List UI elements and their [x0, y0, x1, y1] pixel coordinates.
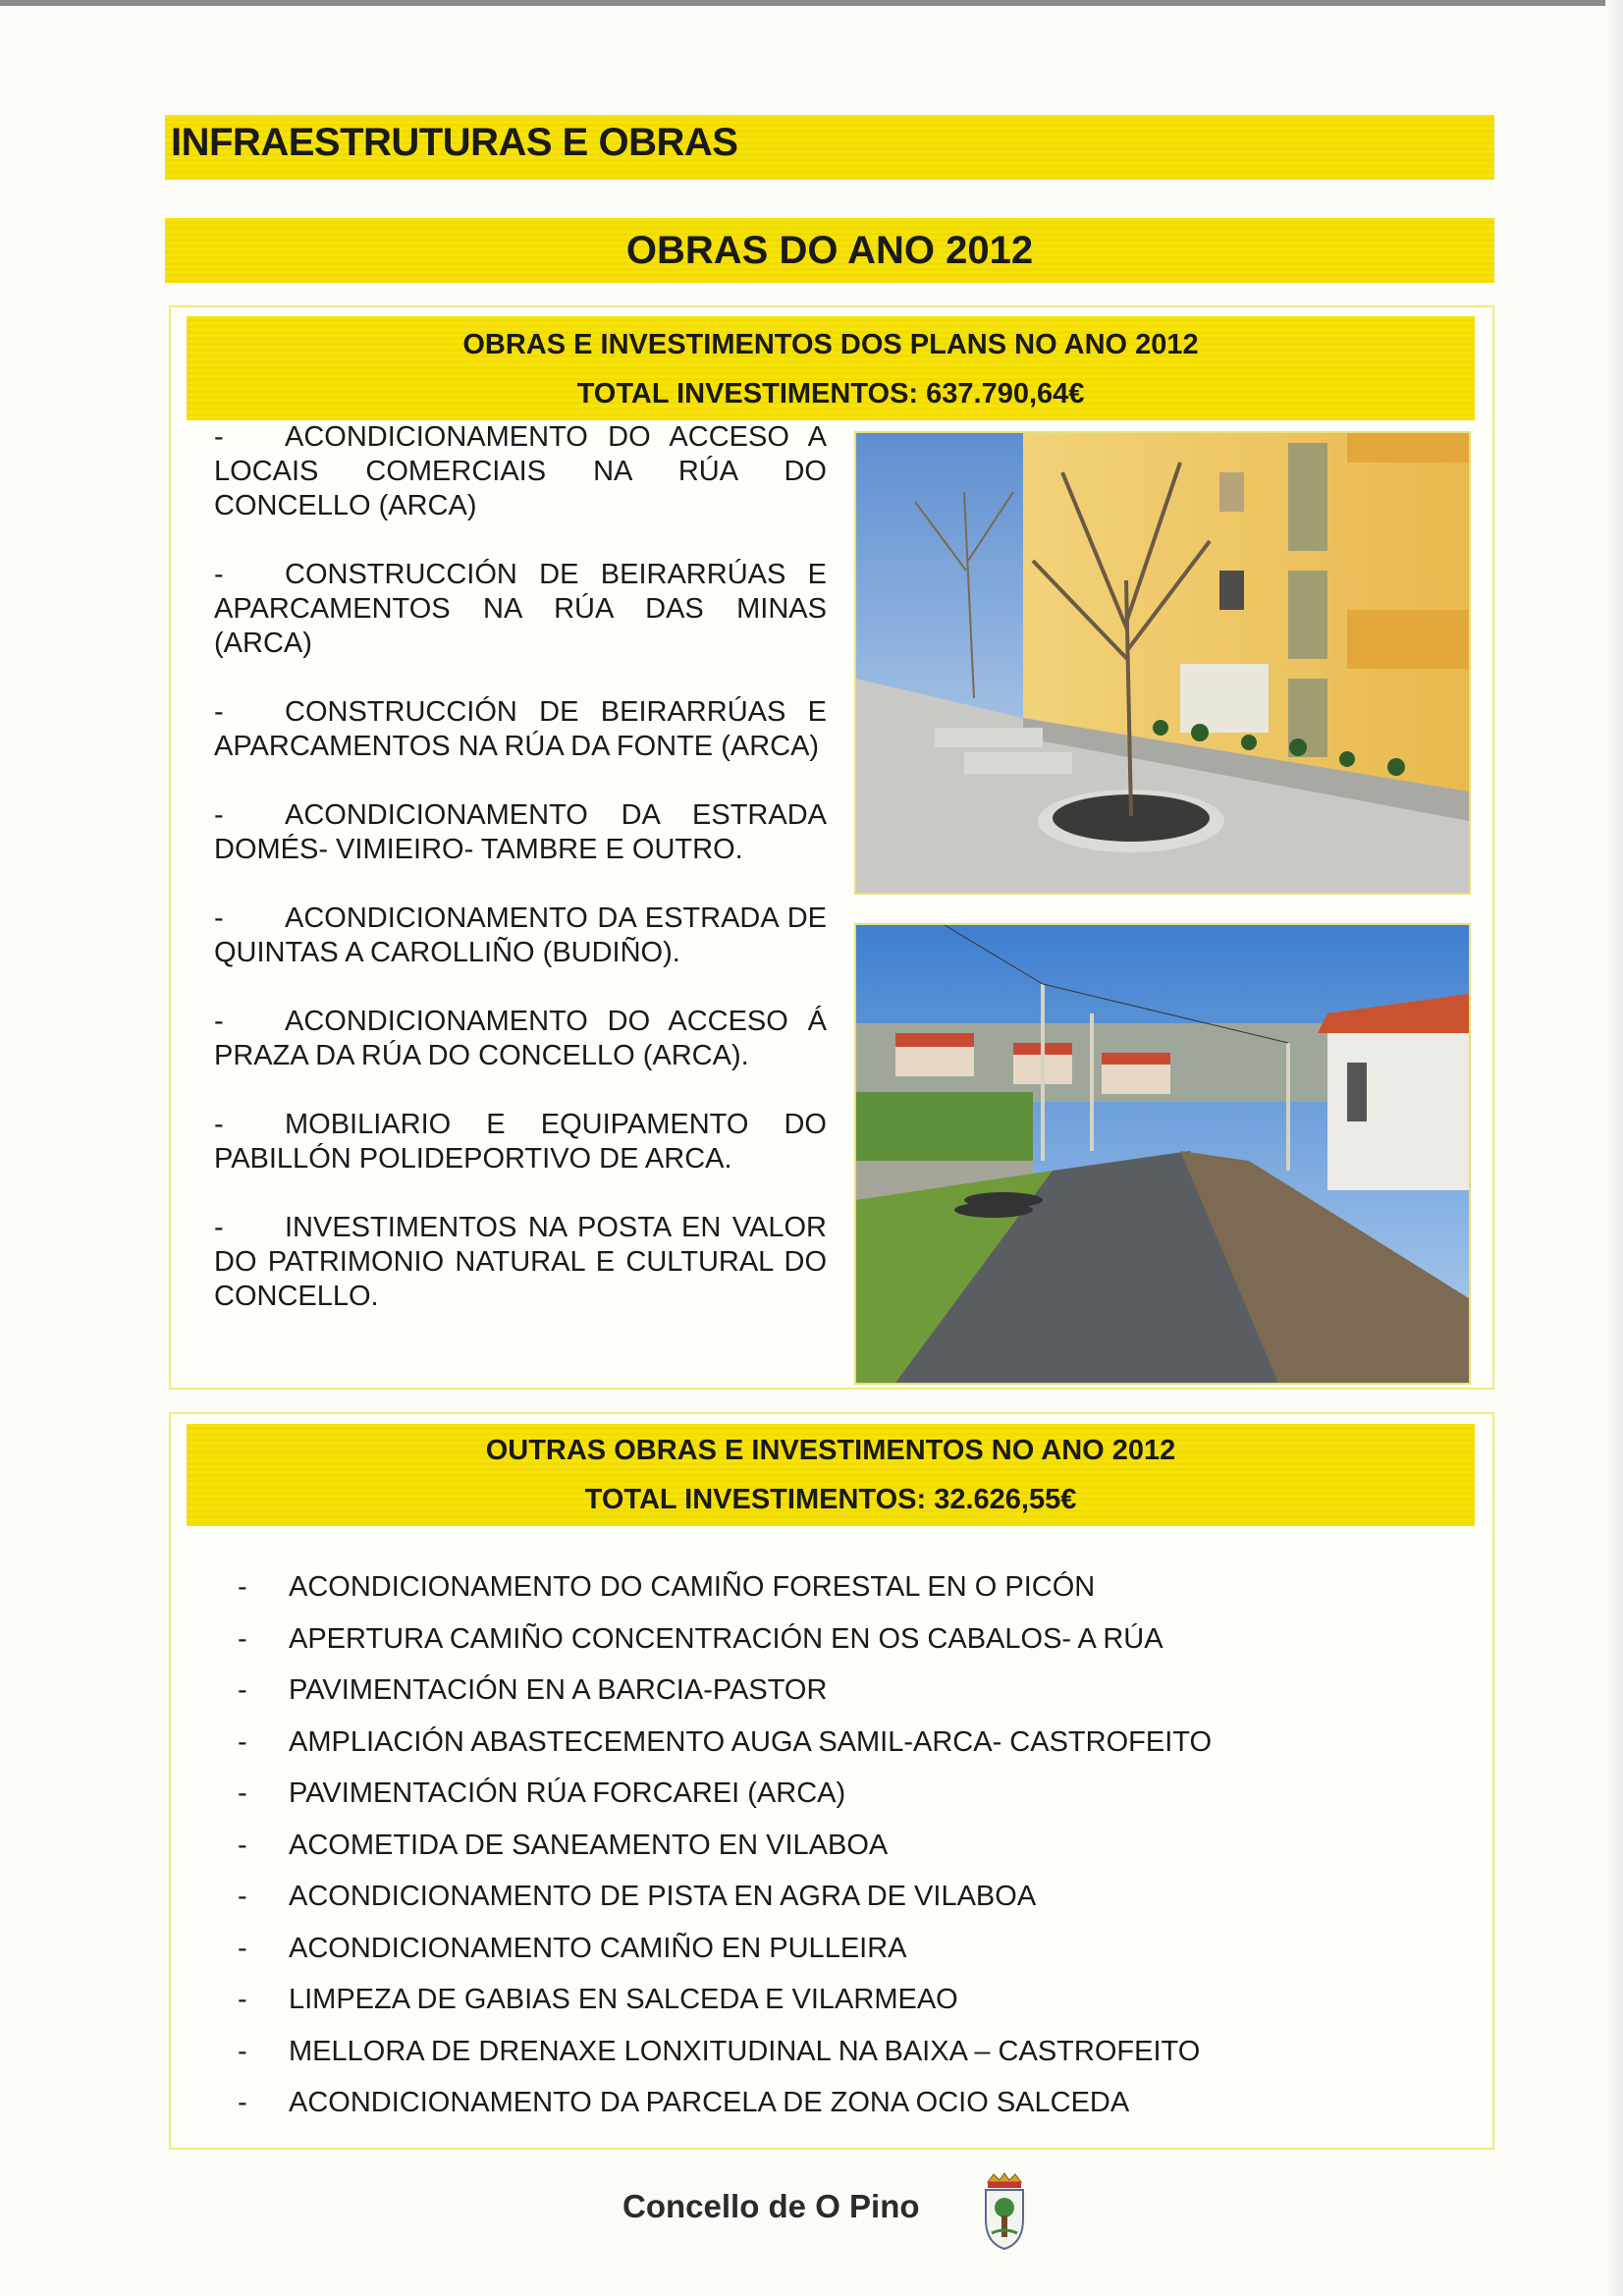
year-title-band [165, 218, 1494, 283]
plans-total: TOTAL INVESTIMENTOS: 637.790,64€ [576, 378, 1085, 410]
building-photo [854, 431, 1471, 895]
list-item: - ACONDICIONAMENTO DO ACCESO Á PRAZA DA RÚA DO CONCELLO (ARCA). [214, 1006, 827, 1071]
road-photo [854, 923, 1471, 1385]
list-item: - INVESTIMENTOS NA POSTA EN VALOR DO PATRIMONIO NATURAL E CULTURAL DO CONCELLO. [214, 1212, 827, 1312]
plans-heading: OBRAS E INVESTIMENTOS DOS PLANS NO ANO 2012 [462, 329, 1199, 360]
list-item: - PAVIMENTACIÓN EN A BARCIA-PASTOR [238, 1674, 828, 1706]
section-title-band [165, 115, 1494, 180]
list-item: - ACONDICIONAMENTO DA ESTRADA DOMÉS- VIMIEIRO- TAMBRE E OUTRO. [214, 799, 827, 865]
list-item: - ACONDICIONAMENTO DE PISTA EN AGRA DE VILABOA [238, 1881, 1037, 1912]
list-item: - ACONDICIONAMENTO DA PARCELA DE ZONA OCIO SALCEDA [238, 2087, 1130, 2118]
list-item: - APERTURA CAMIÑO CONCENTRACIÓN EN OS CABALOS- A RÚA [238, 1622, 1163, 1655]
list-item: - ACONDICIONAMENTO DA ESTRADA DE QUINTAS A CAROLLIÑO (BUDIÑO). [214, 902, 827, 968]
list-item: - ACONDICIONAMENTO DO CAMIÑO FORESTAL EN O PICÓN [238, 1571, 1096, 1603]
year-title: OBRAS DO ANO 2012 [625, 229, 1034, 272]
page-right-edge [1605, 0, 1623, 2296]
plans-list [214, 420, 827, 1348]
section-title: INFRAESTRUTURAS E OBRAS [171, 121, 738, 164]
list-item: - MELLORA DE DRENAXE LONXITUDINAL NA BAIXA – CASTROFEITO [238, 2035, 1201, 2067]
list-item: - LIMPEZA DE GABIAS EN SALCEDA E VILARMEAO [238, 1984, 958, 2015]
list-item: - ACONDICIONAMENTO CAMIÑO EN PULLEIRA [238, 1932, 907, 1964]
municipal-seal-icon [980, 2172, 1029, 2251]
list-item: - ACOMETIDA DE SANEAMENTO EN VILABOA [238, 1829, 889, 1861]
footer-name: Concello de O Pino [622, 2188, 920, 2224]
list-item: - AMPLIACIÓN ABASTECEMENTO AUGA SAMIL-ARCA- CASTROFEITO [238, 1725, 1213, 1758]
list-item: - MOBILIARIO E EQUIPAMENTO DO PABILLÓN POLIDEPORTIVO DE ARCA. [214, 1109, 827, 1175]
others-heading: OUTRAS OBRAS E INVESTIMENTOS NO ANO 2012 [485, 1435, 1176, 1466]
others-total: TOTAL INVESTIMENTOS: 32.626,55€ [584, 1484, 1077, 1515]
plans-header [187, 316, 1475, 420]
list-item: - CONSTRUCCIÓN DE BEIRARRÚAS E APARCAMENTOS NA RÚA DAS MINAS (ARCA) [214, 559, 827, 659]
list-item: - CONSTRUCCIÓN DE BEIRARRÚAS E APARCAMENTOS NA RÚA DA FONTE (ARCA) [214, 696, 827, 762]
others-header [187, 1424, 1475, 1526]
list-item: - ACONDICIONAMENTO DO ACCESO A LOCAIS COMERCIAIS NA RÚA DO CONCELLO (ARCA) [214, 421, 827, 521]
page-top-edge [0, 0, 1623, 6]
list-item: - PAVIMENTACIÓN RÚA FORCAREI (ARCA) [238, 1777, 846, 1809]
others-list [238, 1570, 1212, 2138]
